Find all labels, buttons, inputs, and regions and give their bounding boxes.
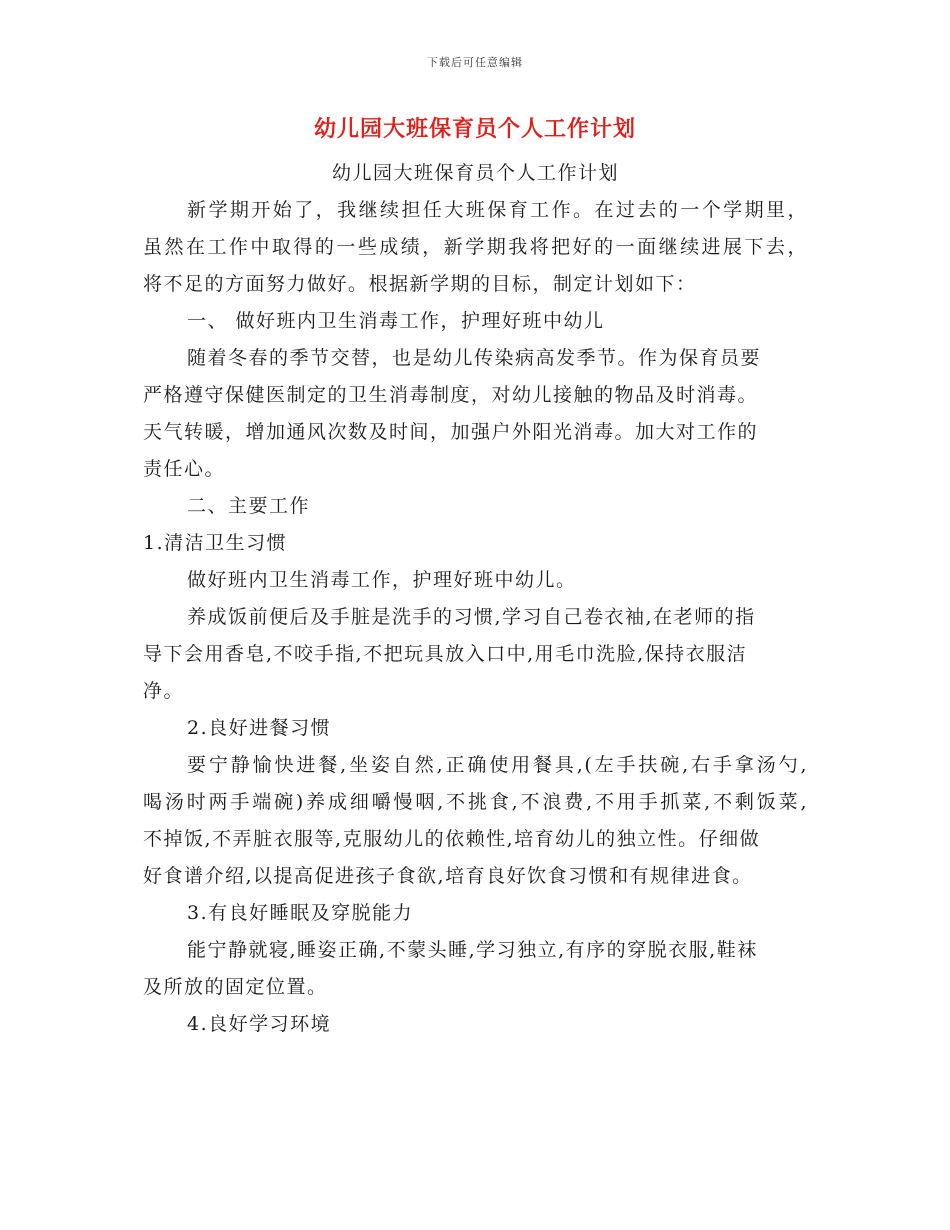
document-body <box>143 155 808 1043</box>
section-heading: 一、 做好班内卫生消毒工作，护理好班中幼儿 <box>187 310 605 332</box>
paragraph-line: 严格遵守保健医制定的卫生消毒制度，对幼儿接触的物品及时消毒。 <box>143 384 759 406</box>
paragraph-line: 随着冬春的季节交替，也是幼儿传染病高发季节。作为保育员要 <box>187 347 762 369</box>
paragraph-line: 天气转暖，增加通风次数及时间，加强户外阳光消毒。加大对工作的 <box>143 421 759 443</box>
paragraph-line: 喝汤时两手端碗)养成细嚼慢咽,不挑食,不浪费,不用手抓菜,不剩饭菜, <box>143 791 808 813</box>
paragraph-line: 虽然在工作中取得的一些成绩，新学期我将把好的一面继续进展下去， <box>143 236 808 258</box>
paragraph-line: 做好班内卫生消毒工作，护理好班中幼儿。 <box>187 569 577 591</box>
paragraph-line: 好食谱介绍,以提高促进孩子食欲,培育良好饮食习惯和有规律进食。 <box>143 865 753 887</box>
section-heading: 二、主要工作 <box>187 495 311 517</box>
paragraph-line: 不掉饭,不弄脏衣服等,克服幼儿的依赖性,培育幼儿的独立性。仔细做 <box>143 828 761 850</box>
paragraph-line: 责任心。 <box>143 458 226 480</box>
paragraph-line: 及所放的固定位置。 <box>143 976 328 998</box>
subsection-heading: 1.清洁卫生习惯 <box>143 532 288 554</box>
page-title: 幼儿园大班保育员个人工作计划 <box>313 117 636 142</box>
paragraph-line: 新学期开始了，我继续担任大班保育工作。在过去的一个学期里， <box>187 199 808 221</box>
subsection-heading: 4.良好学习环境 <box>187 1013 332 1035</box>
paragraph-line: 要宁静愉快进餐,坐姿自然,正确使用餐具,(左手扶碗,右手拿汤勺, <box>187 754 808 776</box>
header-note: 下载后可任意编辑 <box>427 56 523 69</box>
subsection-heading: 3.有良好睡眠及穿脱能力 <box>187 902 414 924</box>
subsection-heading: 2.良好进餐习惯 <box>187 717 332 739</box>
subtitle-line: 幼儿园大班保育员个人工作计划 <box>331 162 619 184</box>
paragraph-line: 能宁静就寝,睡姿正确,不蒙头睡,学习独立,有序的穿脱衣服,鞋袜 <box>187 939 758 961</box>
paragraph-line: 将不足的方面努力做好。根据新学期的目标，制定计划如下： <box>143 273 697 295</box>
paragraph-line: 导下会用香皂,不咬手指,不把玩具放入口中,用毛巾洗脸,保持衣服洁 <box>143 643 748 665</box>
paragraph-line: 养成饭前便后及手脏是洗手的习惯,学习自己卷衣袖,在老师的指 <box>187 606 756 628</box>
paragraph-line: 净。 <box>143 680 185 702</box>
